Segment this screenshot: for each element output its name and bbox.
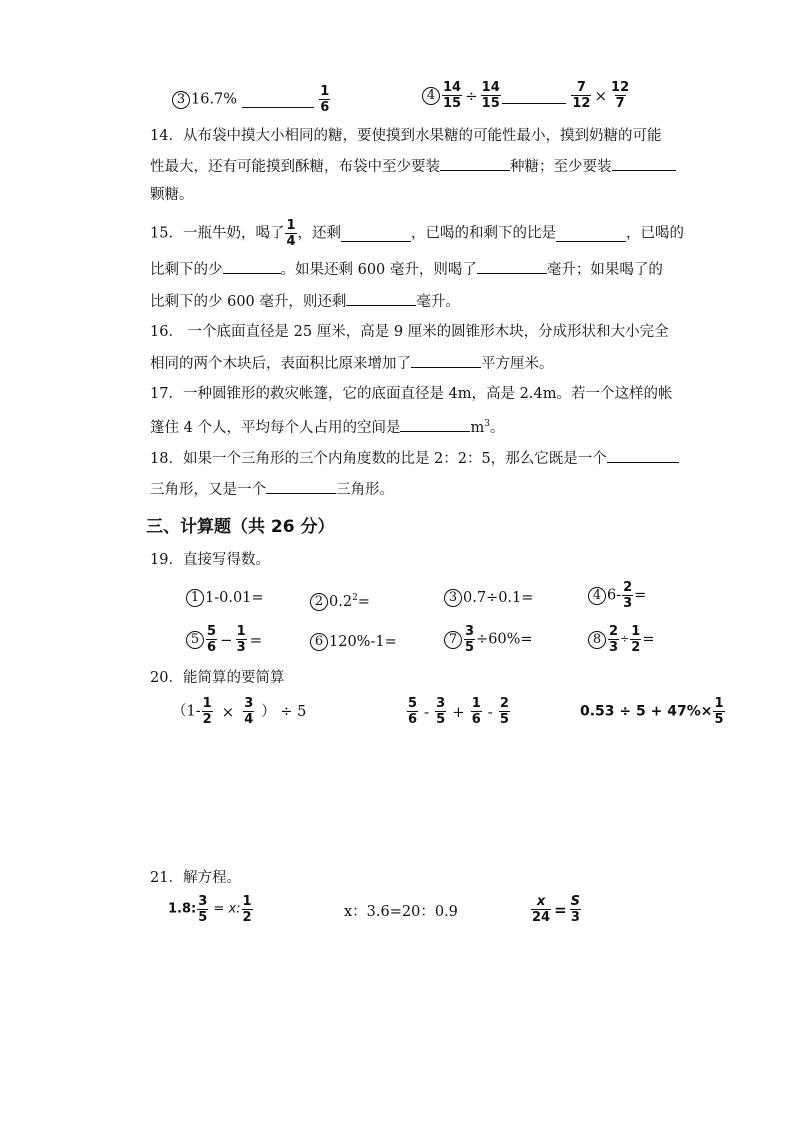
q15-line2: 比剩下的少 。如果还剩 600 毫升，则喝了 毫升；如果喝了的 — [150, 258, 663, 280]
fraction: $\frac{1}{2}$ — [631, 624, 641, 655]
q19-item6: 6 120%-1= — [310, 632, 397, 652]
fraction: $\frac{2}{3}$ — [609, 624, 619, 655]
fraction: $\frac{x}{24}$ — [532, 894, 551, 925]
q15-line3: 比剩下的少 600 毫升，则还剩 毫升。 — [150, 290, 460, 312]
q18-line1: 18．如果一个三角形的三个内角度数的比是 2：2：5，那么它既是一个 — [150, 447, 679, 469]
answer-blank[interactable] — [556, 226, 626, 242]
q19-item7: 7 $\frac{3}{5}$ ÷60%= — [444, 624, 533, 655]
fraction: $\frac{3}{5}$ — [465, 624, 475, 655]
fraction: $\frac{1}{2}$ — [202, 696, 212, 727]
circled-number: 3 — [172, 91, 190, 109]
fraction: $\frac{3}{4}$ — [244, 696, 254, 727]
circled-number: 5 — [186, 631, 204, 649]
q21-title: 21．解方程。 — [150, 870, 241, 886]
circled-number: 8 — [588, 631, 606, 649]
q13-item3: 3 16.7% $\frac{1}{6}$ — [172, 84, 331, 115]
fraction: $\frac{1}{4}$ — [286, 218, 296, 249]
q20-expr2: $\frac{5}{6}$ - $\frac{3}{5}$ + $\frac{1}{6}$ - $\frac{2}{5}$ — [408, 696, 509, 727]
fraction: $\frac{S}{3}$ — [570, 894, 581, 925]
fraction: $\frac{1}{6}$ — [471, 696, 481, 727]
q18-line2: 三角形，又是一个 三角形。 — [150, 478, 394, 500]
answer-blank[interactable] — [223, 258, 281, 274]
answer-blank[interactable] — [477, 258, 547, 274]
q20-expr3: 0.53 ÷ 5 + 47%× $\frac{1}{5}$ — [580, 696, 724, 727]
q19-item2: 2 $0.2^2=$ — [310, 588, 370, 612]
fraction: $\frac{14}{15}$ — [443, 80, 462, 111]
answer-blank[interactable] — [341, 226, 411, 242]
q13-item4: 4 $\frac{14}{15}$ ÷ $\frac{14}{15}$ $\frac{7}{12}$ × $\frac{12}{7}$ — [422, 80, 631, 111]
fraction: $\frac{5}{6}$ — [207, 624, 217, 655]
q16-line1: 16． 一个底面直径是 25 厘米，高是 9 厘米的圆锥形木块，分成形状和大小完全 — [150, 324, 669, 340]
fraction: $\frac{1}{5}$ — [714, 696, 724, 727]
answer-blank[interactable] — [266, 478, 336, 494]
fraction: $\frac{7}{12}$ — [572, 80, 591, 111]
circled-number: 6 — [310, 633, 328, 651]
circled-number: 4 — [422, 87, 440, 105]
answer-blank[interactable] — [242, 92, 314, 108]
fraction: $\frac{14}{15}$ — [481, 80, 500, 111]
fraction: $\frac{3}{5}$ — [436, 696, 446, 727]
q19-item1: 1 1-0.01= — [186, 588, 264, 608]
fraction: $\frac{5}{6}$ — [408, 696, 418, 727]
q14-line3: 颗糖。 — [150, 187, 194, 203]
fraction: $\frac{1}{3}$ — [236, 624, 246, 655]
q19-title: 19．直接写得数。 — [150, 552, 270, 568]
q20-expr1: （1- $\frac{1}{2}$ × $\frac{3}{4}$ ） ÷ 5 — [172, 696, 307, 727]
q17-line1: 17．一种圆锥形的救灾帐篷，它的底面直径是 4m，高是 2.4m。若一个这样的帐 — [150, 386, 673, 402]
q21-eq1: 1.8: $\frac{3}{5}$ = x: $\frac{1}{2}$ — [168, 894, 252, 925]
q17-line2: 篷住 4 个人，平均每个人占用的空间是 $m^3$。 — [150, 414, 504, 438]
fraction: $\frac{12}{7}$ — [611, 80, 630, 111]
answer-blank[interactable] — [607, 447, 679, 463]
circled-number: 2 — [310, 593, 328, 611]
q19-item3: 3 0.7÷0.1= — [444, 588, 533, 608]
answer-blank[interactable] — [612, 155, 676, 171]
circled-number: 4 — [588, 587, 606, 605]
answer-blank[interactable] — [440, 155, 510, 171]
fraction: $\frac{2}{3}$ — [623, 580, 633, 611]
fraction: $\frac{3}{5}$ — [198, 894, 208, 925]
q20-title: 20．能简算的要简算 — [150, 670, 285, 686]
q14-line1: 14．从布袋中摸大小相同的糖，要使摸到水果糖的可能性最小，摸到奶糖的可能 — [150, 128, 662, 144]
answer-blank[interactable] — [346, 290, 416, 306]
q19-item5: 5 $\frac{5}{6}$ − $\frac{1}{3}$ = — [186, 624, 264, 655]
q21-eq2: x：3.6=20：0.9 — [344, 904, 458, 920]
circled-number: 3 — [444, 589, 462, 607]
circled-number: 7 — [444, 631, 462, 649]
answer-blank[interactable] — [502, 88, 566, 104]
circled-number: 1 — [186, 589, 204, 607]
fraction: $\frac{1}{6}$ — [320, 84, 330, 115]
q16-line2: 相同的两个木块后，表面积比原来增加了 平方厘米。 — [150, 352, 554, 374]
answer-blank[interactable] — [400, 416, 470, 432]
q19-item4: 4 6- $\frac{2}{3}$ = — [588, 580, 646, 611]
section-heading: 三、计算题（共 26 分） — [146, 517, 335, 537]
q15-line1: 15．一瓶牛奶，喝了 $\frac{1}{4}$ ，还剩 ，已喝的和剩下的比是 ，已喝的 — [150, 218, 684, 249]
q19-item8: 8 $\frac{2}{3}$ ÷ $\frac{1}{2}$ = — [588, 624, 654, 655]
q14-line2: 性最大，还有可能摸到酥糖，布袋中至少要装 种糖；至少要装 — [150, 155, 676, 177]
fraction: $\frac{2}{5}$ — [499, 696, 509, 727]
answer-blank[interactable] — [411, 352, 481, 368]
fraction: $\frac{1}{2}$ — [242, 894, 252, 925]
q21-eq3: $\frac{x}{24}$ = $\frac{S}{3}$ — [532, 894, 581, 925]
